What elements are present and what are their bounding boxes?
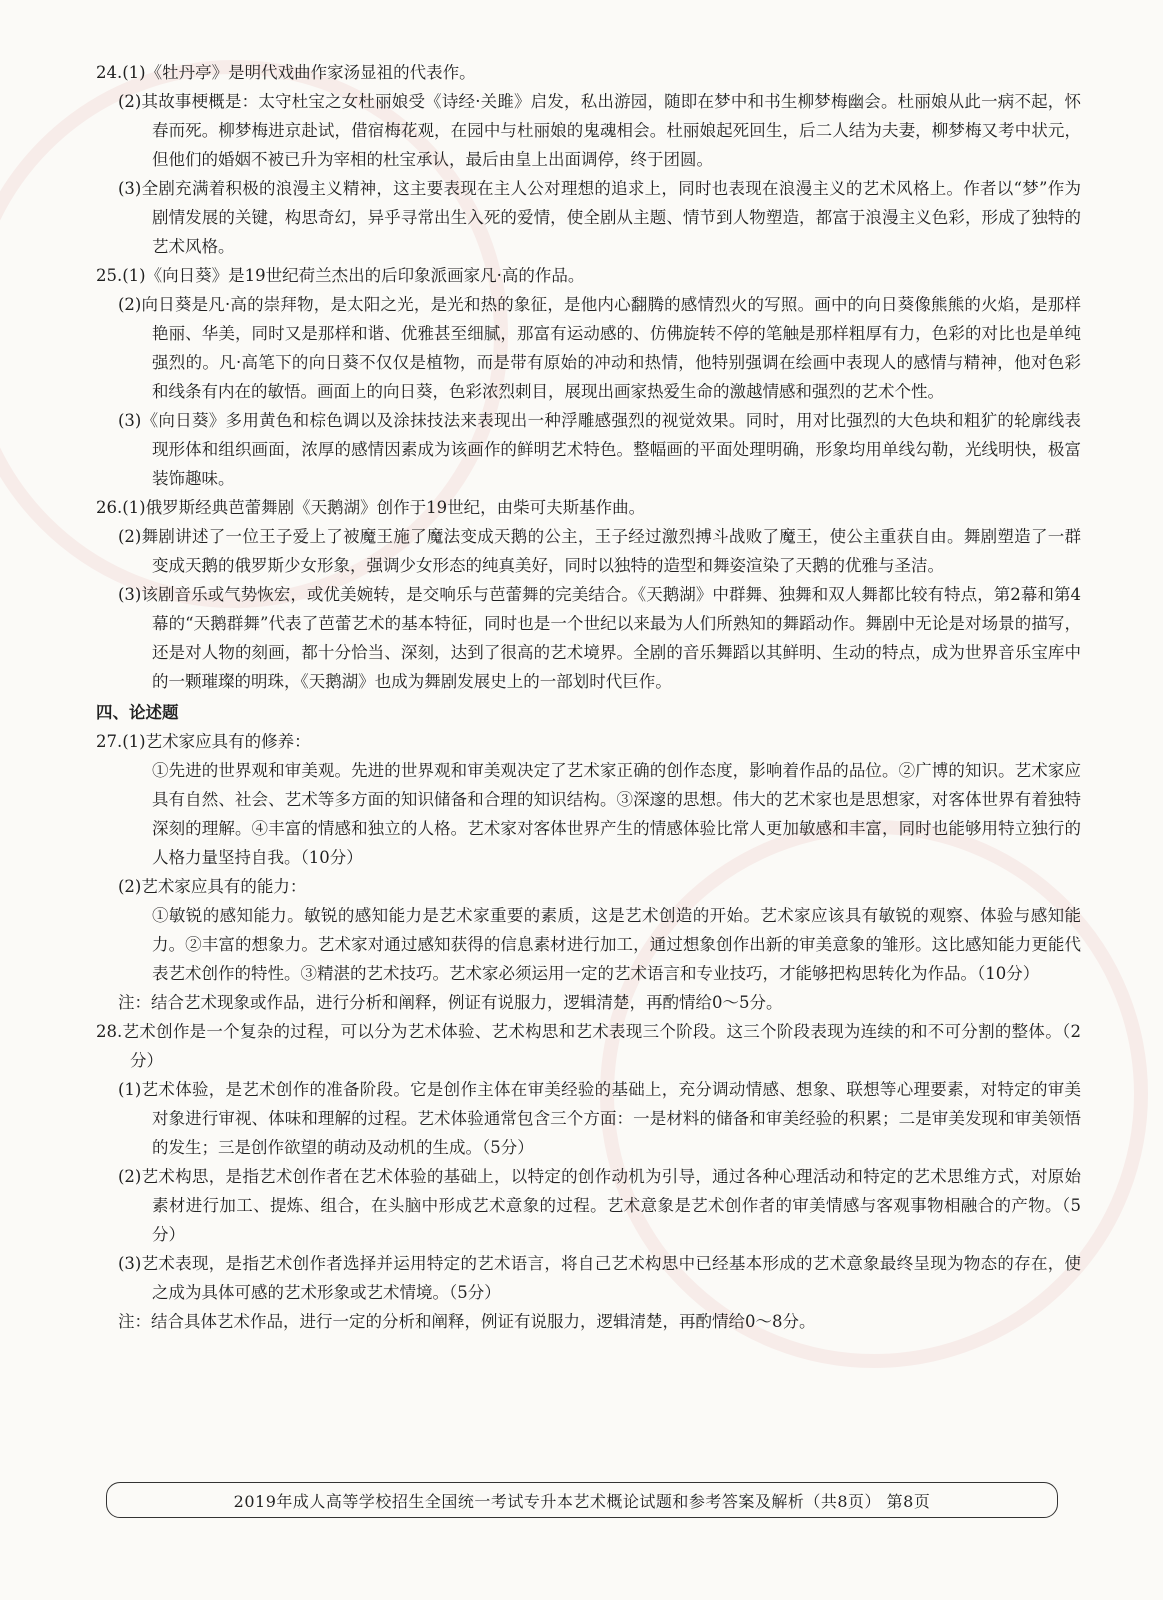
q28-part3: (3)艺术表现，是指艺术创作者选择并运用特定的艺术语言，将自己艺术构思中已经基本形成的艺术意象最终呈现为物态的存在，使之成为具体可感的艺术形象或艺术情境。（5分） [118, 1254, 1081, 1302]
q28-part1: (1)艺术体验，是艺术创作的准备阶段。它是创作主体在审美经验的基础上，充分调动情感、想象、联想等心理要素，对特定的审美对象进行审视、体味和理解的过程。艺术体验通常包含三个方面：一是材料的储备和审美经验的积累；二是审美发现和审美领悟的发生；三是创作欲望的萌动及动机的生成。（5分） [118, 1080, 1081, 1157]
section-heading: 四、论述题 [96, 703, 179, 722]
q27-note: 注：结合艺术现象或作品，进行分析和阐释，例证有说服力，逻辑清楚，再酌情给0～5分。 [118, 993, 783, 1012]
q25-part2: (2)向日葵是凡·高的崇拜物，是太阳之光，是光和热的象征，是他内心翻腾的感情烈火的写照。画中的向日葵像熊熊的火焰，是那样艳丽、华美，同时又是那样和谐、优雅甚至细腻，那富有运动感的、仿佛旋转不停的笔触是那样粗厚有力，色彩的对比也是单纯强烈的。凡·高笔下的向日葵不仅仅是植物，而是带有原始的冲动和热情，他特别强调在绘画中表现人的感情与精神，他对色彩和线条有内在的敏悟。画面上的向日葵，色彩浓烈刺目，展现出画家热爱生命的激越情感和强烈的艺术个性。 [118, 295, 1081, 401]
q24-part1: 24.(1)《牡丹亭》是明代戏曲作家汤显祖的代表作。 [96, 63, 476, 82]
q24-part2: (2)其故事梗概是：太守杜宝之女杜丽娘受《诗经·关雎》启发，私出游园，随即在梦中和书生柳梦梅幽会。杜丽娘从此一病不起，怀春而死。柳梦梅进京赴试，借宿梅花观，在园中与杜丽娘的鬼魂相会。杜丽娘起死回生，后二人结为夫妻，柳梦梅又考中状元，但他们的婚姻不被已升为宰相的杜宝承认，最后由皇上出面调停，终于团圆。 [118, 92, 1081, 169]
q28-part2: (2)艺术构思，是指艺术创作者在艺术体验的基础上，以特定的创作动机为引导，通过各种心理活动和特定的艺术思维方式，对原始素材进行加工、提炼、组合，在头脑中形成艺术意象的过程。艺术意象是艺术创作者的审美情感与客观事物相融合的产物。（5分） [118, 1167, 1081, 1244]
q28-intro: 28.艺术创作是一个复杂的过程，可以分为艺术体验、艺术构思和艺术表现三个阶段。这三个阶段表现为连续的和不可分割的整体。（2分） [96, 1022, 1081, 1070]
q25-part3: (3)《向日葵》多用黄色和棕色调以及涂抹技法来表现出一种浮雕感强烈的视觉效果。同时，用对比强烈的大色块和粗犷的轮廓线表现形体和组织画面，浓厚的感情因素成为该画作的鲜明艺术特色。整幅画的平面处理明确，形象均用单线勾勒，光线明快，极富装饰趣味。 [118, 411, 1081, 488]
q26-part1: 26.(1)俄罗斯经典芭蕾舞剧《天鹅湖》创作于19世纪，由柴可夫斯基作曲。 [96, 498, 646, 517]
footer-text: 2019年成人高等学校招生全国统一考试专升本艺术概论试题和参考答案及解析（共8页） 第8页 [233, 1491, 931, 1511]
page-footer [106, 1482, 1058, 1518]
q24-part3: (3)全剧充满着积极的浪漫主义精神，这主要表现在主人公对理想的追求上，同时也表现在浪漫主义的艺术风格上。作者以“梦”作为剧情发展的关键，构思奇幻，异乎寻常出生入死的爱情，使全剧从主题、情节到人物塑造，都富于浪漫主义色彩，形成了独特的艺术风格。 [118, 179, 1081, 256]
q26-part3: (3)该剧音乐或气势恢宏，或优美婉转，是交响乐与芭蕾舞的完美结合。《天鹅湖》中群舞、独舞和双人舞都比较有特点，第2幕和第4幕的“天鹅群舞”代表了芭蕾艺术的基本特征，同时也是一个世纪以来最为人们所熟知的舞蹈动作。舞剧中无论是对场景的描写，还是对人物的刻画，都十分恰当、深刻，达到了很高的艺术境界。全剧的音乐舞蹈以其鲜明、生动的特点，成为世界音乐宝库中的一颗璀璨的明珠，《天鹅湖》也成为舞剧发展史上的一部划时代巨作。 [118, 585, 1081, 691]
q27-part2: (2)艺术家应具有的能力： [118, 877, 307, 896]
answer-content [96, 58, 1081, 1336]
q26-part2: (2)舞剧讲述了一位王子爱上了被魔王施了魔法变成天鹅的公主，王子经过激烈搏斗战败了魔王，使公主重获自由。舞剧塑造了一群变成天鹅的俄罗斯少女形象，强调少女形态的纯真美好，同时以独特的造型和舞姿渲染了天鹅的优雅与圣洁。 [118, 527, 1081, 575]
q27-part1: 27.(1)艺术家应具有的修养： [96, 732, 311, 751]
q28-note: 注：结合具体艺术作品，进行一定的分析和阐释，例证有说服力，逻辑清楚，再酌情给0～8分。 [118, 1312, 816, 1331]
q27-part1-body: ①先进的世界观和审美观。先进的世界观和审美观决定了艺术家正确的创作态度，影响着作品的品位。②广博的知识。艺术家应具有自然、社会、艺术等多方面的知识储备和合理的知识结构。③深邃的思想。伟大的艺术家也是思想家，对客体世界有着独特深刻的理解。④丰富的情感和独立的人格。艺术家对客体世界产生的情感体验比常人更加敏感和丰富，同时也能够用特立独行的人格力量坚持自我。（10分） [152, 761, 1081, 867]
q27-part2-body: ①敏锐的感知能力。敏锐的感知能力是艺术家重要的素质，这是艺术创造的开始。艺术家应该具有敏锐的观察、体验与感知能力。②丰富的想象力。艺术家对通过感知获得的信息素材进行加工，通过想象创作出新的审美意象的雏形。这比感知能力更能代表艺术创作的特性。③精湛的艺术技巧。艺术家必须运用一定的艺术语言和专业技巧，才能够把构思转化为作品。（10分） [152, 906, 1081, 983]
q25-part1: 25.(1)《向日葵》是19世纪荷兰杰出的后印象派画家凡·高的作品。 [96, 266, 585, 285]
